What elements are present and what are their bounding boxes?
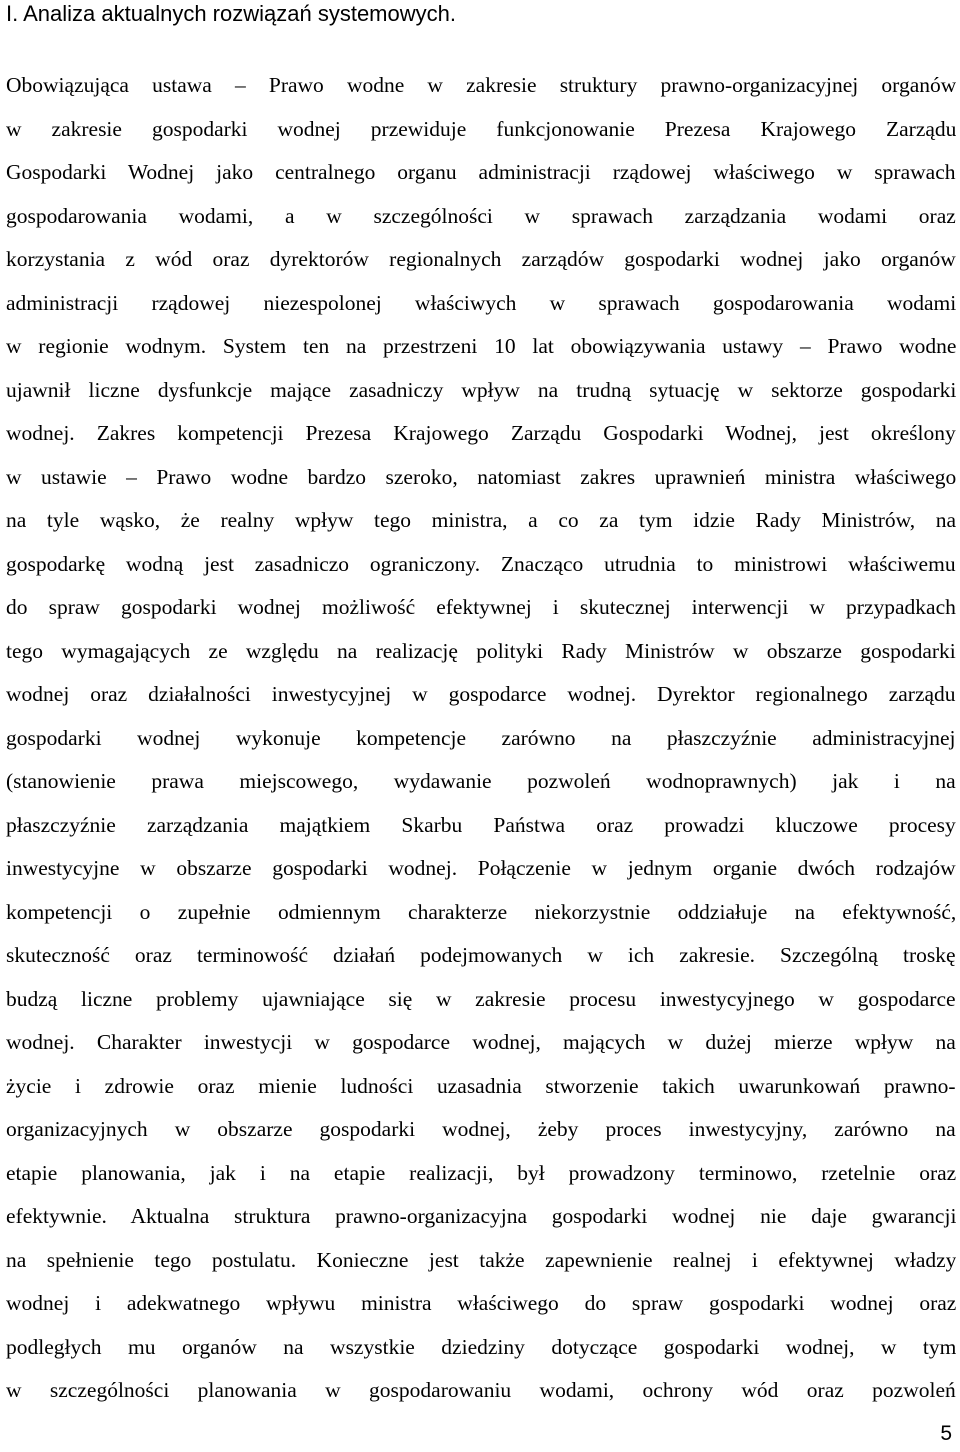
text-line: ujawnił liczne dysfunkcje mające zasadniczy wpływ na trudną sytuację w sektorze gospodarki — [6, 377, 956, 402]
text-line: w zakresie gospodarki wodnej przewiduje funkcjonowanie Prezesa Krajowego Zarządu — [6, 116, 956, 141]
text-line: wodnej. Charakter inwestycji w gospodarce wodnej, mających w dużej mierze wpływ na — [6, 1030, 956, 1054]
section-heading: I. Analiza aktualnych rozwiązań systemowych. — [6, 1, 456, 26]
text-line: w ustawie – Prawo wodne bardzo szeroko, natomiast zakres uprawnień ministra właściwego — [6, 464, 956, 489]
text-line: kompetencji o zupełnie odmiennym charakterze niekorzystnie oddziałuje na efektywność, — [6, 899, 956, 924]
text-line: administracji rządowej niezespolonej właściwych w sprawach gospodarowania wodami — [6, 290, 956, 315]
text-line: do spraw gospodarki wodnej możliwość efektywnej i skutecznej interwencji w przypadkach — [6, 595, 956, 619]
text-line: skuteczność oraz terminowość działań podejmowanych w ich zakresie. Szczególną troskę — [6, 943, 956, 967]
page-number: 5 — [940, 1422, 952, 1445]
text-line: gospodarki wodnej wykonuje kompetencje zarówno na płaszczyźnie administracyjnej — [6, 725, 956, 750]
text-line: w szczególności planowania w gospodarowaniu wodami, ochrony wód oraz pozwoleń — [6, 1378, 956, 1402]
text-line: wodnej oraz działalności inwestycyjnej w gospodarce wodnej. Dyrektor regionalnego zarządu — [6, 682, 956, 706]
text-line: budzą liczne problemy ujawniające się w zakresie procesu inwestycyjnego w gospodarce — [6, 986, 956, 1011]
text-line: gospodarowania wodami, a w szczególności w sprawach zarządzania wodami oraz — [6, 203, 956, 228]
text-line: wodnej. Zakres kompetencji Prezesa Krajowego Zarządu Gospodarki Wodnej, jest określony — [6, 421, 956, 445]
text-line: inwestycyjne w obszarze gospodarki wodnej. Połączenie w jednym organie dwóch rodzajów — [6, 856, 956, 880]
text-line: organizacyjnych w obszarze gospodarki wodnej, żeby proces inwestycyjny, zarówno na — [6, 1117, 956, 1141]
text-line: wodnej i adekwatnego wpływu ministra właściwego do spraw gospodarki wodnej oraz — [6, 1291, 956, 1315]
text-line: efektywnie. Aktualna struktura prawno-organizacyjna gospodarki wodnej nie daje gwarancji — [6, 1204, 956, 1228]
text-line: podległych mu organów na wszystkie dziedziny dotyczące gospodarki wodnej, w tym — [6, 1334, 956, 1359]
text-line: na tyle wąsko, że realny wpływ tego ministra, a co za tym idzie Rady Ministrów, na — [6, 508, 956, 532]
text-line: (stanowienie prawa miejscowego, wydawanie pozwoleń wodnoprawnych) jak i na — [6, 769, 956, 793]
body-paragraph — [6, 64, 956, 1413]
text-line: płaszczyźnie zarządzania majątkiem Skarbu Państwa oraz prowadzi kluczowe procesy — [6, 812, 956, 837]
text-line: na spełnienie tego postulatu. Konieczne jest także zapewnienie realnej i efektywnej władzy — [6, 1247, 956, 1272]
text-line: Obowiązująca ustawa – Prawo wodne w zakresie struktury prawno-organizacyjnej organów — [6, 73, 956, 97]
text-line: korzystania z wód oraz dyrektorów regionalnych zarządów gospodarki wodnej jako organów — [6, 247, 956, 271]
text-line: etapie planowania, jak i na etapie realizacji, był prowadzony terminowo, rzetelnie oraz — [6, 1160, 956, 1185]
text-line: gospodarkę wodną jest zasadniczo ograniczony. Znacząco utrudnia to ministrowi właściwemu — [6, 551, 956, 576]
text-line: życie i zdrowie oraz mienie ludności uzasadnia stworzenie takich uwarunkowań prawno- — [6, 1073, 956, 1098]
text-line: w regionie wodnym. System ten na przestrzeni 10 lat obowiązywania ustawy – Prawo wodne — [6, 334, 956, 358]
text-line: Gospodarki Wodnej jako centralnego organu administracji rządowej właściwego w sprawach — [6, 160, 956, 184]
text-line: tego wymagających ze względu na realizację polityki Rady Ministrów w obszarze gospodarki — [6, 638, 956, 663]
